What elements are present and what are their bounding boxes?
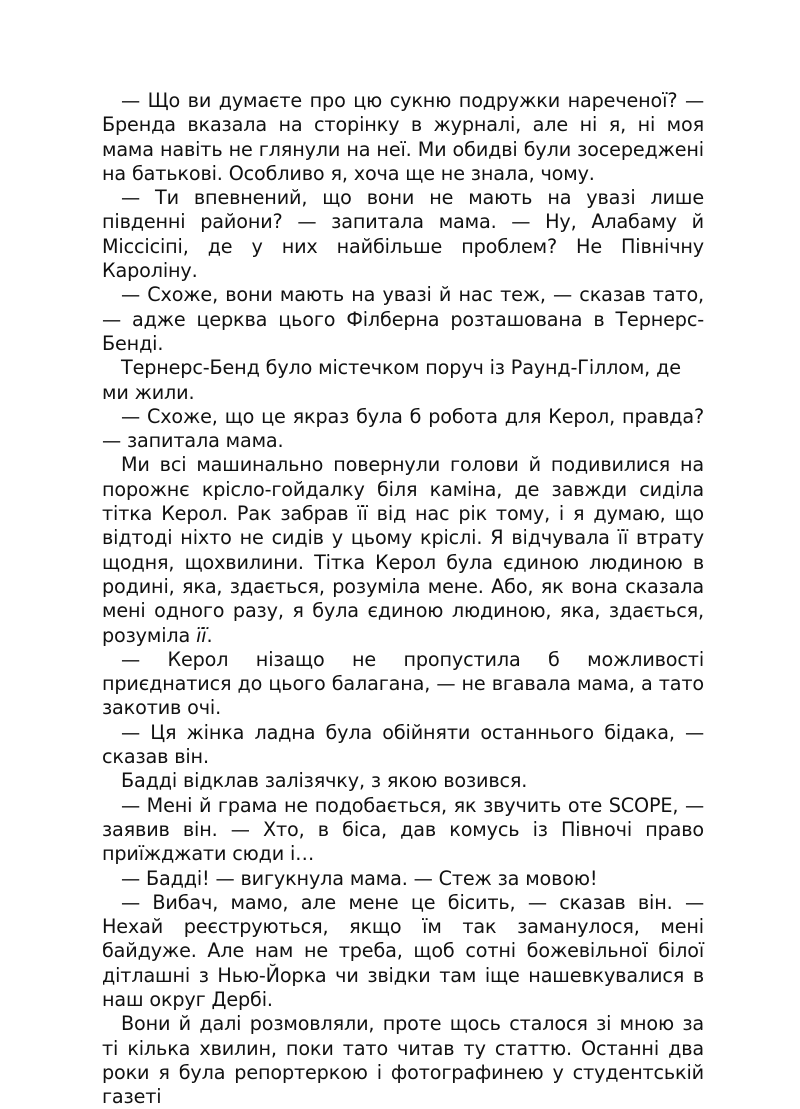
paragraph: — Ця жінка ладна була обійняти останнього бідака, — сказав він. (102, 720, 704, 769)
paragraph: — Схоже, вони мають на увазі й нас теж, — сказав тато, — адже церква цього Філберна розташована в Тернерс-Бенді. (102, 283, 704, 355)
emphasis-text: її (196, 623, 207, 647)
paragraph: — Вибач, мамо, але мене це бісить, — сказав він. — Нехай реєструються, якщо їм так заманулося, мені байдуже. Але нам не треба, щоб сотні божевільної білої дітлашні з Нью-Йорка чи звідки там іще нашевкувалися в наш округ Дербі. (102, 890, 704, 1011)
paragraph: — Керол нізащо не пропустила б можливості приєднатися до цього балагана, — не вгавала мама, а тато закотив очі. (102, 647, 704, 720)
paragraph: — Ти впевнений, що вони не мають на увазі лише південні райони? — запитала мама. — Ну, Алабаму й Міссісіпі, де у них найбільше проблем? Не Північну Кароліну. (102, 186, 704, 283)
paragraph: Бадді відклав залізячку, з якою возився. (121, 769, 528, 793)
paragraph: — Що ви думаєте про цю сукню подружки нареченої? — Бренда вказала на сторінку в журналі, але ні я, ні моя мама навіть не глянули на неї. Ми обидві були зосереджені на батькові. Особливо я, хоча ще не знала, чому. (102, 89, 704, 185)
paragraph (102, 453, 704, 647)
paragraph-text: . (206, 623, 213, 647)
paragraph: Тернерс-Бенд було містечком поруч із Раунд-Гіллом, де ми жили. (102, 356, 681, 404)
paragraph: — Схоже, що це якраз була б робота для Керол, правда? — запитала мама. (102, 404, 704, 453)
paragraph-text: Ми всі машинально повернули голови й подивилися на порожнє крісло-гойдалку біля каміна, де завжди сиділа тітка Керол. Рак забрав її від нас рік тому, і я думаю, що відтоді ніхто не сидів у цьому кріслі. Я відчувала її втрату щодня, щохвилини. Тітка Керол була єдиною людиною в родині, яка, здається, розуміла мене. Або, як вона сказала мені одного разу, я була єдиною людиною, яка, здається, розуміла (102, 453, 704, 647)
paragraph: — Мені й грама не подобається, як звучить оте SCOPE, — заявив він. — Хто, в біса, дав комусь із Півночі право приїжджати сюди і… (102, 793, 704, 866)
paragraph: — Бадді! — вигукнула мама. — Стеж за мовою! (121, 866, 598, 890)
paragraph: Вони й далі розмовляли, проте щось сталося зі мною за ті кілька хвилин, поки тато читав ту статтю. Останні два роки я була репортеркою і фотографинею у студентській газеті (102, 1012, 704, 1109)
